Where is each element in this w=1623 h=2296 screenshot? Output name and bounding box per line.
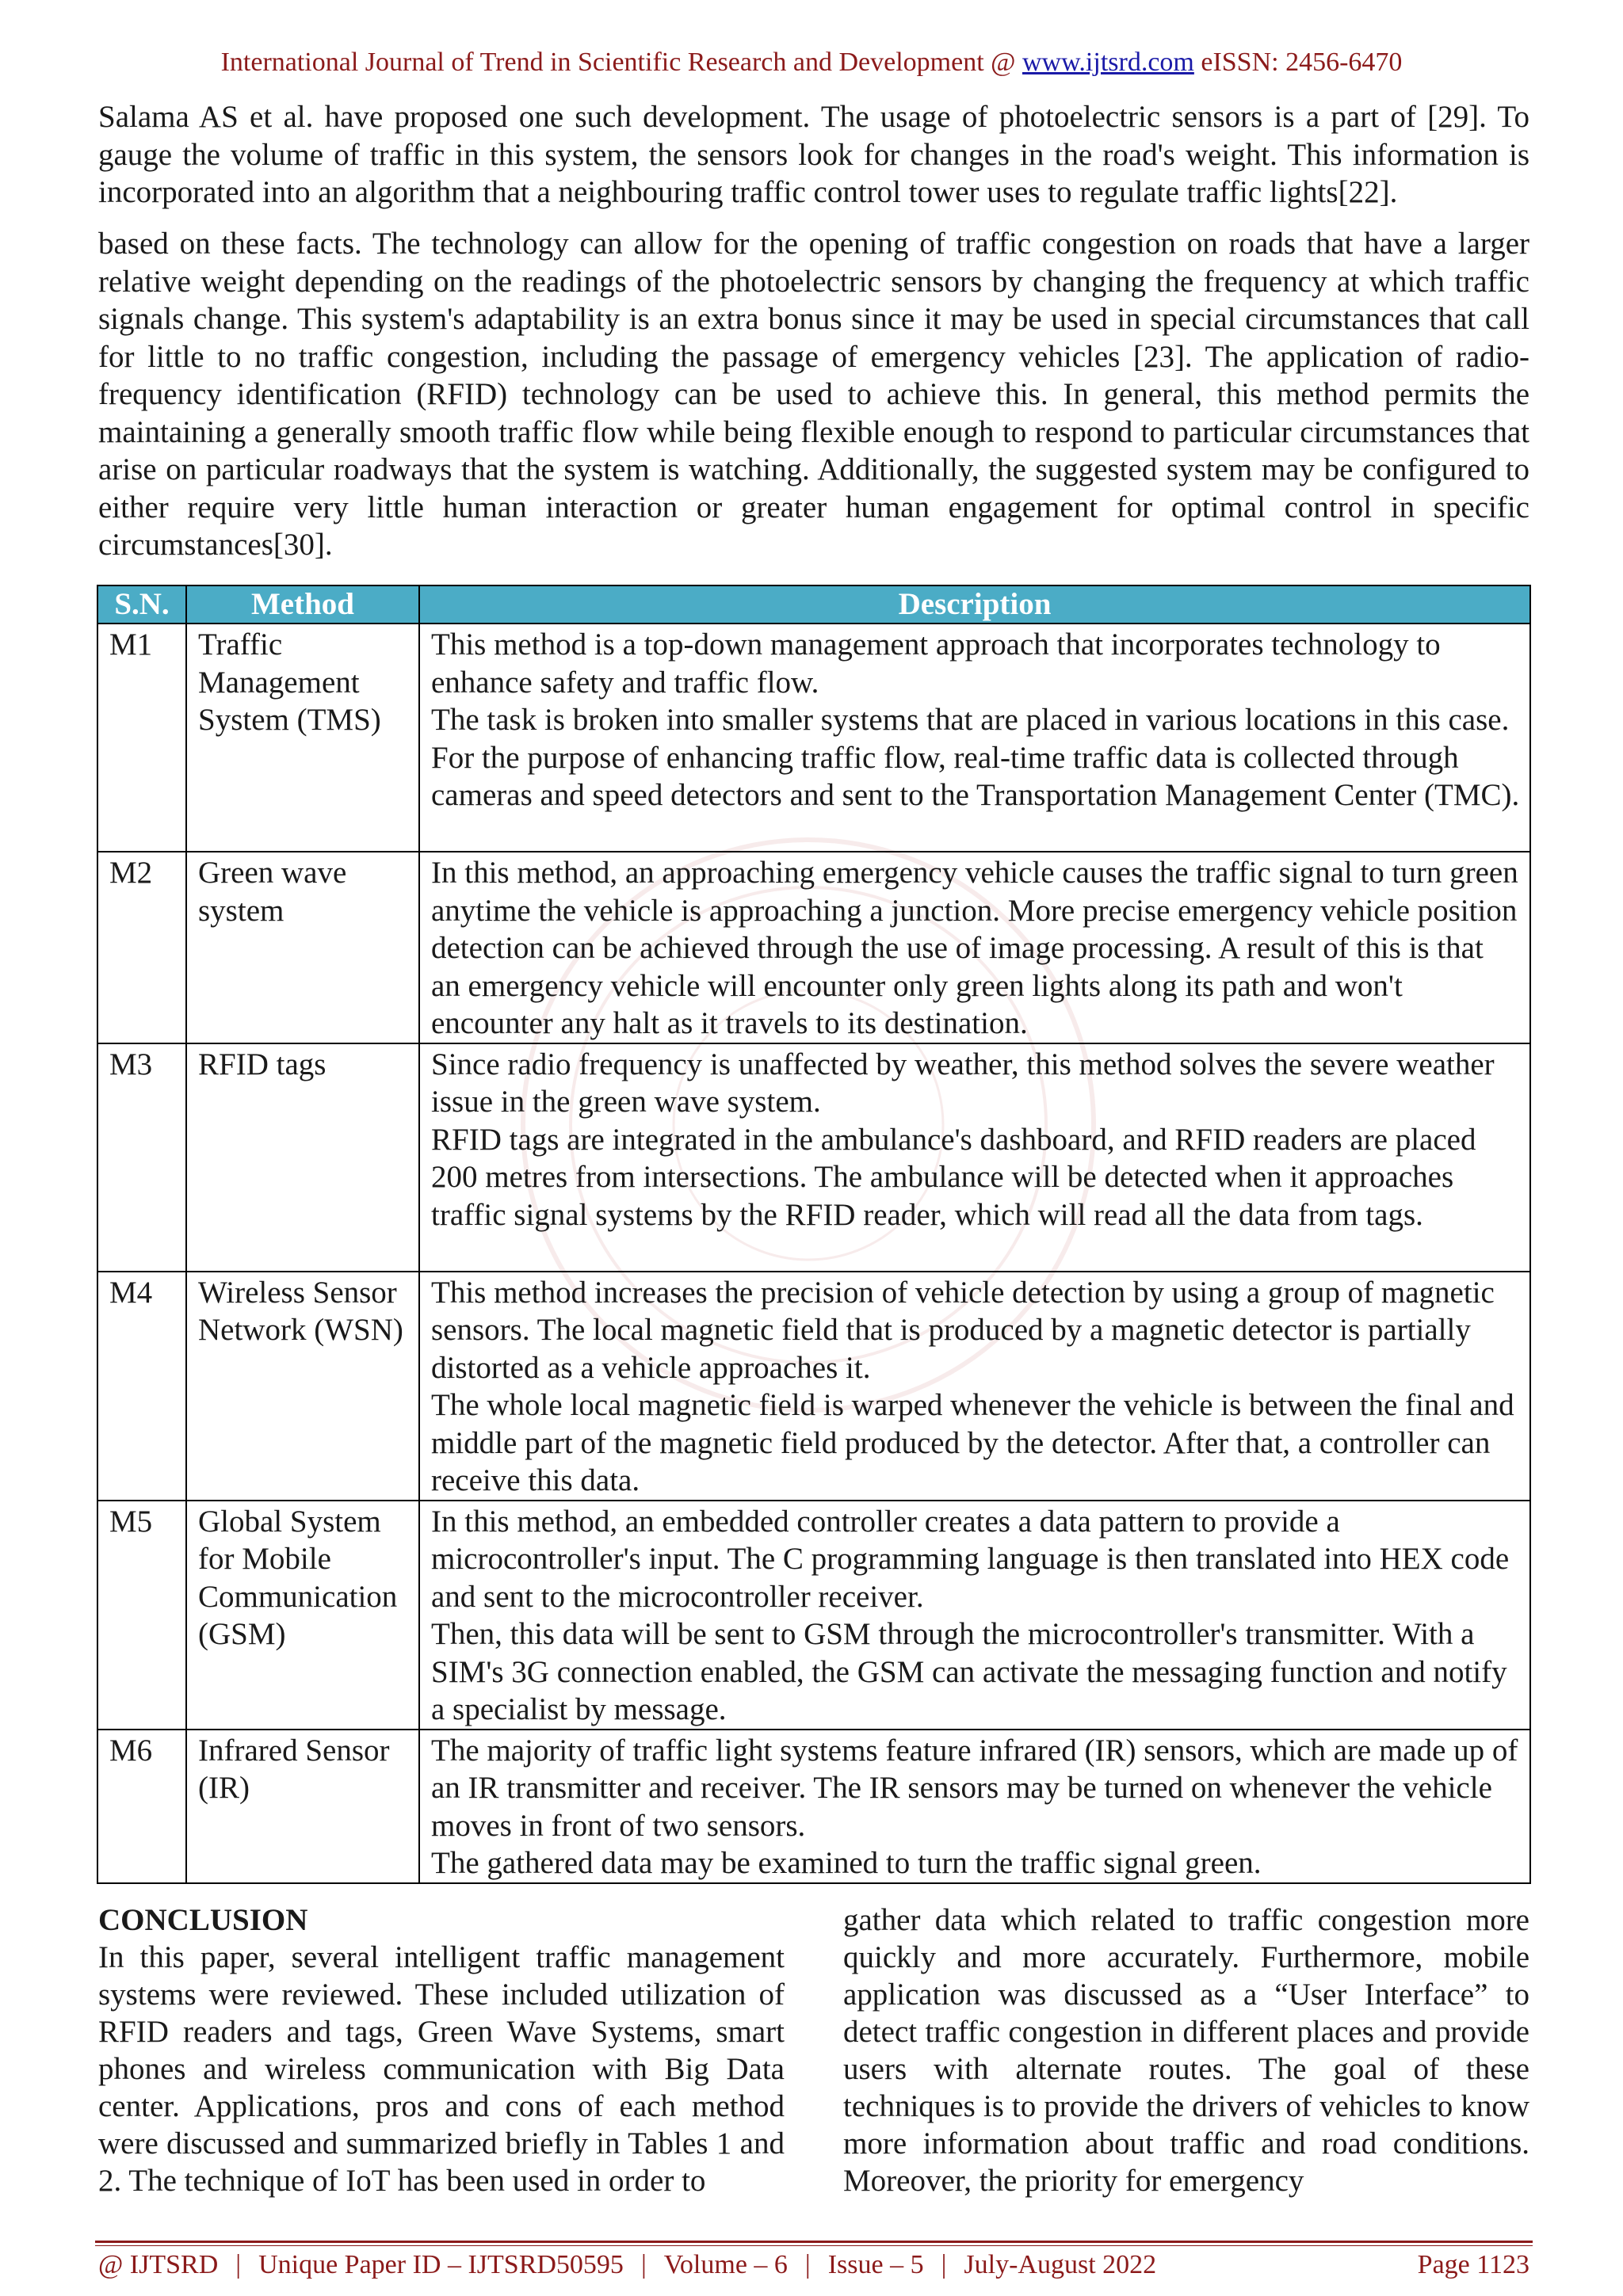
conclusion-right-column [843, 1901, 1529, 2199]
footer-rule [95, 2241, 1533, 2243]
footer-brand: @ IJTSRD [98, 2250, 219, 2279]
cell-method: Wireless Sensor Network (WSN) [186, 1272, 419, 1501]
footer-separator: | [941, 2250, 947, 2279]
table-header-row [97, 585, 1530, 624]
running-footer [98, 2250, 1529, 2280]
cell-sn: M3 [97, 1043, 186, 1272]
cell-method: RFID tags [186, 1043, 419, 1272]
body-paragraph-2: based on these facts. The technology can allow for the opening of traffic congestion on roads that have a larger relative weight depending on the readings of the photoelectric sensors by changing the frequency at which traffic signals change. This system's adaptability is an extra bonus since it may be used in special circumstances that call for little to no traffic congestion, including the passage of emergency vehicles [23]. The application of radio-frequency identification (RFID) technology can be used to achieve this. In general, this method permits the maintaining a generally smooth traffic flow while being flexible enough to respond to particular circumstances that arise on particular roadways that the system is watching. Additionally, the suggested system may be configured to either require very little human interaction or greater human engagement for optimal control in specific circumstances[30]. [98, 227, 1529, 562]
table-row [97, 1043, 1530, 1272]
footer-date: July-August 2022 [964, 2250, 1157, 2279]
description-line: In this method, an embedded controller creates a data pattern to provide a microcontroller's input. The C programming language is then translated into HEX code and sent to the microcontroller receiver. [431, 1504, 1510, 1614]
cell-description [419, 624, 1530, 852]
header-description: Description [419, 585, 1530, 624]
methods-table [97, 585, 1531, 1884]
conclusion-text-left: In this paper, several intelligent traffic management systems were reviewed. These included utilization of RFID readers and tags, Green Wave Systems, smart phones and wireless communication with Big Data center. Applications, pros and cons of each method were discussed and summarized briefly in Tables 1 and 2. The technique of IoT has been used in order to [98, 1940, 785, 2198]
header-method: Method [186, 585, 419, 624]
description-line: The task is broken into smaller systems that are placed in various locations in this case. For the purpose of enhancing traffic flow, real-time traffic data is collected through cameras and speed detectors and sent to the Transportation Management Center (TMC). [431, 703, 1520, 812]
footer-separator: | [640, 2250, 647, 2279]
description-line: This method is a top-down management approach that incorporates technology to enhance safety and traffic flow. [431, 627, 1441, 700]
footer-rule-thin [95, 2245, 1533, 2246]
issn: eISSN: 2456-6470 [1201, 48, 1403, 77]
cell-sn: M2 [97, 852, 186, 1043]
conclusion-left-column [98, 1901, 785, 2199]
cell-description [419, 1730, 1530, 1883]
footer-volume: Volume – 6 [663, 2250, 788, 2279]
cell-description [419, 852, 1530, 1043]
journal-url-link[interactable]: www.ijtsrd.com [1022, 48, 1194, 77]
table-row [97, 1272, 1530, 1501]
table-row [97, 624, 1530, 852]
description-line: RFID tags are integrated in the ambulance's dashboard, and RFID readers are placed 200 metres from intersections. The ambulance will be detected when it approaches traffic signal systems by the RFID reader, which will read all the data from tags. [431, 1122, 1476, 1232]
footer-issue: Issue – 5 [827, 2250, 924, 2279]
cell-method: Green wave system [186, 852, 419, 1043]
footer-separator: | [235, 2250, 242, 2279]
section-title: CONCLUSION [98, 1903, 308, 1937]
footer-meta [98, 2250, 1156, 2280]
header-sn: S.N. [97, 585, 186, 624]
description-line: The whole local magnetic field is warped whenever the vehicle is between the final and middle part of the magnetic field produced by the detector. After that, a controller can receive this data. [431, 1388, 1514, 1497]
cell-sn: M5 [97, 1501, 186, 1730]
cell-method: Traffic Management System (TMS) [186, 624, 419, 852]
journal-name: International Journal of Trend in Scientific Research and Development @ [220, 48, 1016, 77]
conclusion-text-right: gather data which related to traffic congestion more quickly and more accurately. Furthermore, mobile application was discussed as a “User Interface” to detect traffic congestion in different places and provide users with alternate routes. The goal of these techniques is to provide the drivers of vehicles to know more information about traffic and road conditions. Moreover, the priority for emergency [843, 1903, 1529, 2198]
cell-method: Infrared Sensor (IR) [186, 1730, 419, 1883]
page-number: Page 1123 [1417, 2250, 1529, 2279]
description-line: The gathered data may be examined to turn the traffic signal green. [431, 1846, 1262, 1880]
cell-sn: M6 [97, 1730, 186, 1883]
description-line: This method increases the precision of vehicle detection by using a group of magnetic sensors. The local magnetic field that is produced by a magnetic detector is partially distorted as a vehicle approaches it. [431, 1275, 1495, 1385]
table-row [97, 852, 1530, 1043]
description-line: In this method, an approaching emergency vehicle causes the traffic signal to turn green anytime the vehicle is approaching a junction. More precise emergency vehicle position detection can be achieved through the use of image processing. A result of this is that an emergency vehicle will encounter only green lights along its path and won't encounter any halt as it travels to its destination. [431, 856, 1518, 1040]
cell-sn: M1 [97, 624, 186, 852]
cell-description [419, 1501, 1530, 1730]
footer-paper-id: Unique Paper ID – IJTSRD50595 [258, 2250, 624, 2279]
running-header [0, 48, 1623, 78]
body-paragraph-1: Salama AS et al. have proposed one such development. The usage of photoelectric sensors is a part of [29]. To gauge the volume of traffic in this system, the sensors look for changes in the road's weight. This information is incorporated into an algorithm that a neighbouring traffic control tower uses to regulate traffic lights[22]. [98, 100, 1529, 209]
cell-description [419, 1272, 1530, 1501]
description-line: Since radio frequency is unaffected by weather, this method solves the severe weather issue in the green wave system. [431, 1047, 1495, 1119]
description-line: Then, this data will be sent to GSM through the microcontroller's transmitter. With a SIM's 3G connection enabled, the GSM can activate the messaging function and notify a specialist by message. [431, 1617, 1507, 1726]
table-row [97, 1730, 1530, 1883]
description-line: The majority of traffic light systems feature infrared (IR) sensors, which are made up of an IR transmitter and receiver. The IR sensors may be turned on whenever the vehicle moves in front of two sensors. [431, 1733, 1518, 1843]
cell-description [419, 1043, 1530, 1272]
footer-separator: | [804, 2250, 811, 2279]
cell-sn: M4 [97, 1272, 186, 1501]
cell-method: Global System for Mobile Communication (GSM) [186, 1501, 419, 1730]
table-row [97, 1501, 1530, 1730]
